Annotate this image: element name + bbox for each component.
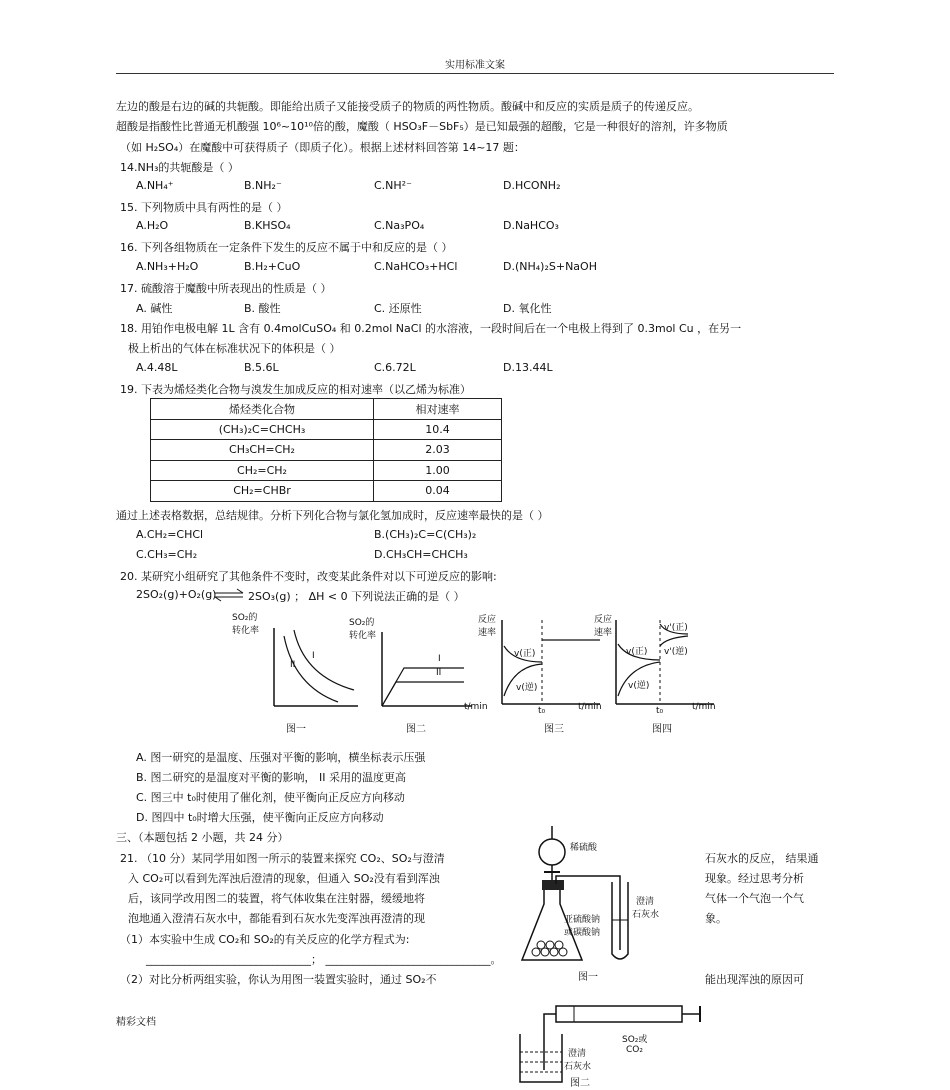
figure-2-caption: 图二: [406, 724, 426, 735]
table-row: [151, 440, 502, 461]
q14-option-d: D.HCONH₂: [503, 179, 561, 192]
apparatus-2-drawing: [514, 996, 704, 1090]
apparatus-2-gas-label-1: SO₂或: [622, 1035, 648, 1045]
figure-3-t0-label: t₀: [538, 706, 546, 716]
figure-4-ylabel-1: 反应: [594, 615, 613, 625]
table-row: [151, 481, 502, 502]
q19-option-c: C.CH₃=CH₂: [136, 548, 198, 561]
table-row: [151, 419, 502, 440]
figure-2-ylabel-1: SO₂的: [349, 618, 375, 628]
q14-option-c: C.NH²⁻: [374, 179, 412, 192]
apparatus-1-lime-label-2: 石灰水: [632, 910, 660, 920]
question-18-stem-2: 极上析出的气体在标准状况下的体积是（ ）: [128, 342, 341, 355]
apparatus-2-lime-label-2: 石灰水: [564, 1062, 592, 1072]
q17-option-a: A. 碱性: [136, 302, 173, 315]
q20-option-a: A. 图一研究的是温度、压强对平衡的影响，横坐标表示压强: [136, 751, 426, 764]
q15-option-c: C.Na₃PO₄: [374, 219, 425, 232]
q21-line-2: 入 CO₂可以看到先浑浊后澄清的现象，但通入 SO₂没有看到浑浊: [128, 872, 440, 885]
table-cell-compound: (CH₃)₂C=CHCH₃: [151, 419, 374, 440]
q21-line-4: 泡地通入澄清石灰水中，都能看到石灰水先变浑浊再澄清的现: [128, 912, 425, 925]
table-cell-compound: CH₂=CHBr: [151, 481, 374, 502]
figure-4-ylabel-2: 速率: [594, 628, 613, 638]
table-cell-compound: CH₃CH=CH₂: [151, 440, 374, 461]
apparatus-2-lime-label-1: 澄清: [568, 1049, 587, 1059]
page-footer: 精彩文档: [116, 1017, 156, 1028]
header-rule: [116, 73, 834, 74]
q21-line-7: （2）对比分析两组实验，你认为用图一装置实验时，通过 SO₂不: [120, 973, 437, 986]
q21-right-line-2: 现象。经过思考分析: [705, 872, 804, 885]
apparatus-1-caption: 图一: [578, 972, 598, 983]
figure-4-vb-label: v(逆): [628, 681, 650, 691]
apparatus-1-lime-label-1: 澄清: [636, 897, 655, 907]
figure-2-xlabel: t/min: [464, 702, 488, 712]
q18-option-c: C.6.72L: [374, 361, 416, 374]
figure-4-xlabel: t/min: [692, 702, 716, 712]
page-header: 实用标准文案: [445, 60, 505, 71]
q15-option-a: A.H₂O: [136, 219, 169, 232]
figure-1-ylabel-2: 转化率: [232, 626, 260, 636]
intro-line-2: 超酸是指酸性比普通无机酸强 10⁶~10¹⁰倍的酸，魔酸（ HSO₃F－SbF₅）是已知最强的超酸，它是一种很好的溶剂，许多物质: [116, 120, 728, 133]
apparatus-2-caption: 图二: [570, 1078, 590, 1089]
q20-option-d: D. 图四中 t₀时增大压强，使平衡向正反应方向移动: [136, 811, 384, 824]
apparatus-figure-1: [516, 822, 696, 982]
table-row: [151, 460, 502, 481]
q20-option-c: C. 图三中 t₀时使用了催化剂，使平衡向正反应方向移动: [136, 791, 405, 804]
figure-4-vf2-label: v'(正): [664, 623, 688, 633]
question-17-stem: 17. 硫酸溶于魔酸中所表现出的性质是（ ）: [120, 282, 332, 295]
apparatus-1-drawing: [516, 822, 696, 982]
figure-2: [346, 606, 486, 742]
q14-option-a: A.NH₄⁺: [136, 179, 174, 192]
q21-line-3: 后，该同学改用图二的装置，将气体收集在注射器，缓缓地将: [128, 892, 425, 905]
figure-4: [594, 606, 722, 742]
figure-1-curve-2-label: II: [290, 660, 296, 670]
q21-right-line-1: 石灰水的反应， 结果通: [705, 852, 819, 865]
question-19-after: 通过上述表格数据，总结规律。分析下列化合物与氯化氢加成时，反应速率最快的是（ ）: [116, 509, 549, 522]
intro-line-3: （如 H₂SO₄）在魔酸中可获得质子（即质子化）。根据上述材料回答第 14~17 题：: [120, 141, 525, 154]
apparatus-1-solid-label-2: 或碳酸钠: [564, 928, 601, 938]
apparatus-figure-2: [514, 996, 704, 1090]
figure-4-vf-label: v(正): [626, 647, 648, 657]
table-cell-rate: 10.4: [374, 419, 502, 440]
q20-equation-products: 2SO₃(g) ； ΔH < 0 下列说法正确的是（ ）: [248, 590, 465, 603]
q18-option-a: A.4.48L: [136, 361, 178, 374]
section-3-title: 三、（本题包括 2 小题，共 24 分）: [116, 831, 289, 844]
figure-3: [474, 606, 613, 742]
q21-line-1: 21. （10 分）某同学用如图一所示的装置来探究 CO₂、SO₂与澄清: [120, 852, 445, 865]
q17-option-d: D. 氧化性: [503, 302, 552, 315]
q15-option-d: D.NaHCO₃: [503, 219, 559, 232]
intro-line-1: 左边的酸是右边的碱的共轭酸。即能给出质子又能接受质子的物质的两性物质。酸碱中和反应的实质是质子的传递反应。: [116, 100, 699, 113]
figure-4-vb2-label: v'(逆): [664, 647, 688, 657]
figure-4-caption: 图四: [652, 724, 672, 735]
q21-right-line-4: 象。: [705, 912, 727, 925]
figure-1-curve-1-label: I: [312, 651, 315, 661]
table-cell-rate: 1.00: [374, 460, 502, 481]
apparatus-1-acid-label: 稀硫酸: [570, 843, 598, 853]
q20-option-b: B. 图二研究的是温度对平衡的影响， II 采用的温度更高: [136, 771, 407, 784]
q19-option-b: B.(CH₃)₂C=C(CH₃)₂: [374, 528, 477, 541]
q17-option-c: C. 还原性: [374, 302, 422, 315]
equilibrium-arrow-icon: [213, 588, 245, 602]
figure-1-caption: 图一: [286, 724, 306, 735]
table-header-compound: 烯烃类化合物: [151, 399, 374, 420]
q21-line-5: （1）本实验中生成 CO₂和 SO₂的有关反应的化学方程式为:: [120, 933, 410, 946]
question-15-stem: 15. 下列物质中具有两性的是（ ）: [120, 201, 288, 214]
q16-option-b: B.H₂+CuO: [244, 260, 301, 273]
figure-3-vb-label: v(逆): [516, 683, 538, 693]
q21-right-line-3: 气体一个气泡一个气: [705, 892, 804, 905]
figure-2-ylabel-2: 转化率: [349, 631, 377, 641]
q21-right-line-5: 能出现浑浊的原因可: [705, 973, 804, 986]
figure-3-ylabel-2: 速率: [478, 628, 497, 638]
q21-answer-blanks: ______________________________； ______________________________。: [146, 953, 502, 966]
figure-3-ylabel-1: 反应: [478, 615, 497, 625]
figure-3-vf-label: v(正): [514, 649, 536, 659]
figure-2-curve-2-label: II: [436, 668, 442, 678]
table-header-row: [151, 399, 502, 420]
question-16-stem: 16. 下列各组物质在一定条件下发生的反应不属于中和反应的是（ ）: [120, 241, 453, 254]
q20-equation-reactants: 2SO₂(g)+O₂(g): [136, 588, 217, 601]
figure-2-curve-1-label: I: [438, 654, 441, 664]
table-cell-rate: 2.03: [374, 440, 502, 461]
figure-3-caption: 图三: [544, 724, 564, 735]
q18-option-d: D.13.44L: [503, 361, 553, 374]
table-header-rate: 相对速率: [374, 399, 502, 420]
apparatus-1-solid-label-1: 亚硫酸钠: [564, 915, 601, 925]
figure-4-t0-label: t₀: [656, 706, 664, 716]
question-20-stem: 20. 某研究小组研究了其他条件不变时，改变某此条件对以下可逆反应的影响:: [120, 570, 497, 583]
q14-option-b: B.NH₂⁻: [244, 179, 282, 192]
q15-option-b: B.KHSO₄: [244, 219, 291, 232]
q18-option-b: B.5.6L: [244, 361, 279, 374]
figure-1-ylabel-1: SO₂的: [232, 613, 258, 623]
q16-option-c: C.NaHCO₃+HCl: [374, 260, 458, 273]
table-cell-rate: 0.04: [374, 481, 502, 502]
q19-option-a: A.CH₂=CHCl: [136, 528, 204, 541]
q17-option-b: B. 酸性: [244, 302, 281, 315]
table-cell-compound: CH₂=CH₂: [151, 460, 374, 481]
q19-option-d: D.CH₃CH=CHCH₃: [374, 548, 468, 561]
question-14-stem: 14.NH₃的共轭酸是（ ）: [120, 161, 239, 174]
question-18-stem-1: 18. 用铂作电极电解 1L 含有 0.4molCuSO₄ 和 0.2mol NaCl 的水溶液，一段时间后在一个电极上得到了 0.3mol Cu ，在另一: [120, 322, 742, 335]
q16-option-a: A.NH₃+H₂O: [136, 260, 199, 273]
question-19-stem: 19. 下表为烯烃类化合物与溴发生加成反应的相对速率（以乙烯为标准）: [120, 383, 471, 396]
q16-option-d: D.(NH₄)₂S+NaOH: [503, 260, 597, 273]
alkene-rate-table: [150, 398, 502, 502]
apparatus-2-gas-label-2: CO₂: [626, 1045, 643, 1055]
figure-3-xlabel: t/min: [578, 702, 602, 712]
